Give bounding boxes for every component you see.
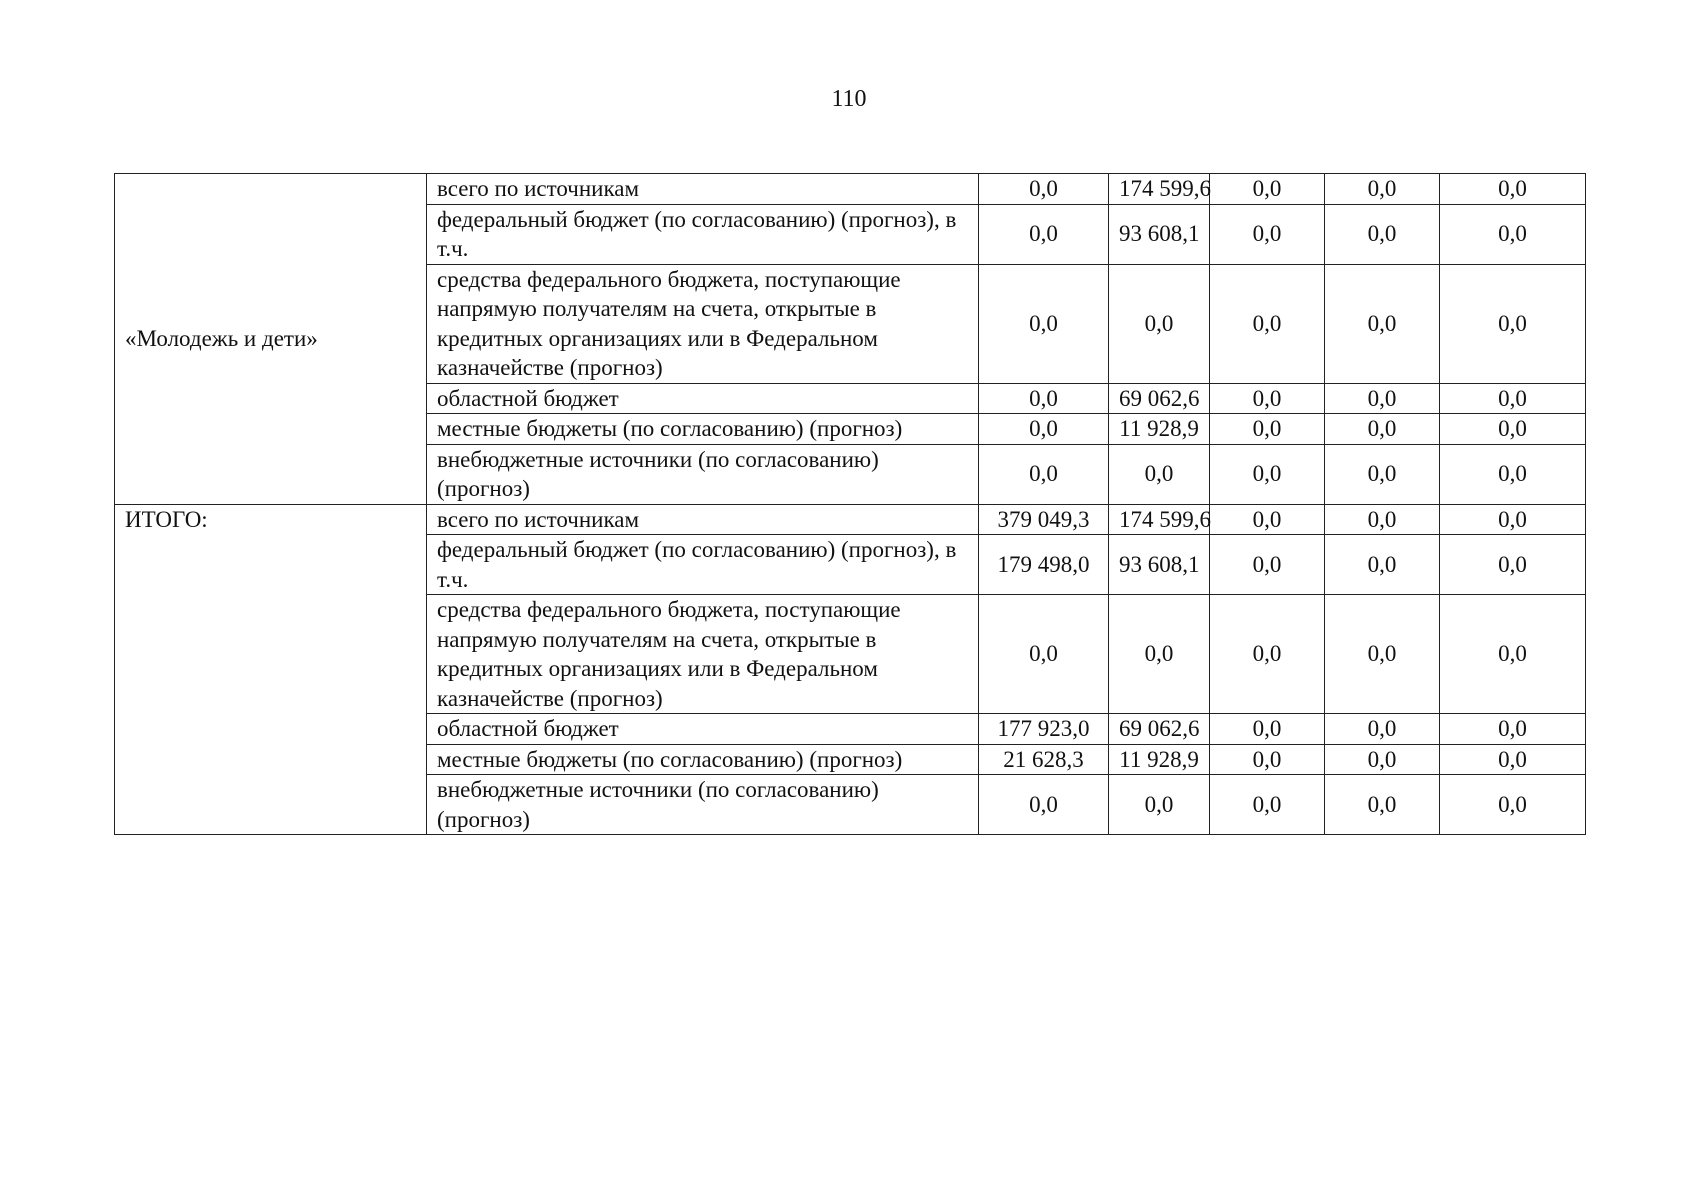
value-cell: 0,0 <box>1325 714 1440 745</box>
value-cell: 0,0 <box>1210 383 1325 414</box>
value-cell: 0,0 <box>1440 444 1586 504</box>
value-cell: 0,0 <box>1210 174 1325 205</box>
value-cell: 93 608,1 <box>1109 535 1210 595</box>
value-cell: 0,0 <box>979 595 1109 714</box>
value-cell: 0,0 <box>1440 775 1586 835</box>
page-number: 110 <box>831 86 867 112</box>
funding-source: местные бюджеты (по согласованию) (прогноз) <box>427 414 979 445</box>
value-cell: 0,0 <box>979 264 1109 383</box>
value-cell: 0,0 <box>1109 595 1210 714</box>
value-cell: 0,0 <box>1440 744 1586 775</box>
funding-source: федеральный бюджет (по согласованию) (прогноз), в т.ч. <box>427 535 979 595</box>
value-cell: 0,0 <box>1210 535 1325 595</box>
budget-table <box>114 173 1586 835</box>
total-label: ИТОГО: <box>115 504 427 835</box>
value-cell: 0,0 <box>1440 383 1586 414</box>
value-cell: 0,0 <box>979 775 1109 835</box>
value-cell: 0,0 <box>1325 535 1440 595</box>
funding-source: местные бюджеты (по согласованию) (прогноз) <box>427 744 979 775</box>
value-cell: 0,0 <box>1325 595 1440 714</box>
program-name: «Молодежь и дети» <box>115 174 427 505</box>
value-cell: 0,0 <box>1210 444 1325 504</box>
value-cell: 0,0 <box>1440 414 1586 445</box>
value-cell: 0,0 <box>1210 504 1325 535</box>
value-cell: 21 628,3 <box>979 744 1109 775</box>
value-cell: 0,0 <box>1210 775 1325 835</box>
table-row <box>115 504 1586 535</box>
value-cell: 0,0 <box>1440 595 1586 714</box>
value-cell: 0,0 <box>1325 414 1440 445</box>
value-cell: 69 062,6 <box>1109 383 1210 414</box>
value-cell: 11 928,9 <box>1109 744 1210 775</box>
funding-source: всего по источникам <box>427 174 979 205</box>
value-cell: 11 928,9 <box>1109 414 1210 445</box>
value-cell: 379 049,3 <box>979 504 1109 535</box>
value-cell: 0,0 <box>1210 595 1325 714</box>
funding-source: средства федерального бюджета, поступающие напрямую получателям на счета, открытые в кредитных организациях или в Федеральном казначействе (прогноз) <box>427 595 979 714</box>
funding-source: внебюджетные источники (по согласованию) (прогноз) <box>427 775 979 835</box>
value-cell: 0,0 <box>1325 174 1440 205</box>
funding-source: внебюджетные источники (по согласованию) (прогноз) <box>427 444 979 504</box>
funding-source: областной бюджет <box>427 383 979 414</box>
value-cell: 174 599,6 <box>1109 174 1210 205</box>
value-cell: 174 599,6 <box>1109 504 1210 535</box>
value-cell: 0,0 <box>979 414 1109 445</box>
value-cell: 0,0 <box>1325 264 1440 383</box>
value-cell: 0,0 <box>1440 174 1586 205</box>
value-cell: 0,0 <box>1325 204 1440 264</box>
value-cell: 0,0 <box>1109 444 1210 504</box>
value-cell: 0,0 <box>1210 414 1325 445</box>
value-cell: 0,0 <box>979 204 1109 264</box>
value-cell: 0,0 <box>1210 204 1325 264</box>
value-cell: 69 062,6 <box>1109 714 1210 745</box>
value-cell: 179 498,0 <box>979 535 1109 595</box>
value-cell: 0,0 <box>979 174 1109 205</box>
value-cell: 0,0 <box>1109 775 1210 835</box>
value-cell: 0,0 <box>1325 383 1440 414</box>
value-cell: 0,0 <box>1325 504 1440 535</box>
value-cell: 0,0 <box>1440 535 1586 595</box>
value-cell: 0,0 <box>1210 714 1325 745</box>
value-cell: 0,0 <box>1440 504 1586 535</box>
value-cell: 177 923,0 <box>979 714 1109 745</box>
value-cell: 0,0 <box>1325 775 1440 835</box>
funding-source: областной бюджет <box>427 714 979 745</box>
funding-source: федеральный бюджет (по согласованию) (прогноз), в т.ч. <box>427 204 979 264</box>
value-cell: 0,0 <box>1325 444 1440 504</box>
funding-source: всего по источникам <box>427 504 979 535</box>
value-cell: 0,0 <box>1440 204 1586 264</box>
value-cell: 0,0 <box>1440 714 1586 745</box>
value-cell: 0,0 <box>1210 264 1325 383</box>
value-cell: 93 608,1 <box>1109 204 1210 264</box>
table-row <box>115 174 1586 205</box>
value-cell: 0,0 <box>979 444 1109 504</box>
value-cell: 0,0 <box>1440 264 1586 383</box>
funding-source: средства федерального бюджета, поступающие напрямую получателям на счета, открытые в кредитных организациях или в Федеральном казначействе (прогноз) <box>427 264 979 383</box>
value-cell: 0,0 <box>1109 264 1210 383</box>
value-cell: 0,0 <box>1210 744 1325 775</box>
value-cell: 0,0 <box>979 383 1109 414</box>
value-cell: 0,0 <box>1325 744 1440 775</box>
